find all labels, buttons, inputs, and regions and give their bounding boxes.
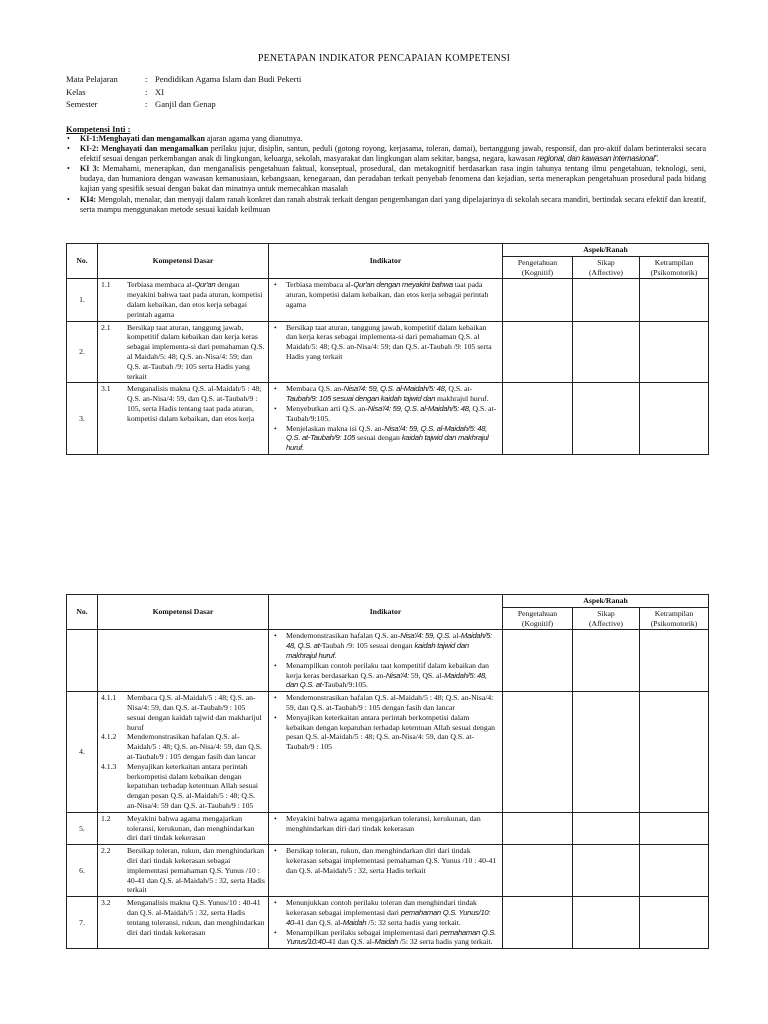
table-row	[67, 630, 709, 692]
text-run: Bersikap taat aturan, tanggung jawab, kompetitif dalam kebaikan dan kerja keras sebagai implementa-si dari pemahaman Q.S. al Maidah/5: 48; Q.S. an-Nisa/4: 59; dan Q.S. at-Taubah /9: 105 serta Hadis yang terkait	[286, 322, 492, 361]
kd-number: 4.1.3	[101, 761, 117, 771]
meta-sep: :	[145, 86, 148, 97]
transliteration-text: Nisa'/4: 59, Q.S. al-Maidah/5: 48,	[367, 403, 471, 413]
ketrampilan-cell	[640, 812, 709, 844]
kd-number: 1.2	[101, 813, 111, 823]
kd-item	[101, 898, 265, 937]
kd-text	[127, 814, 265, 843]
kd-text	[127, 762, 265, 811]
table-body	[67, 630, 709, 949]
ki-lead: KI-2: Menghayati dan mengamalkan	[80, 144, 209, 154]
table-row	[67, 279, 709, 321]
text-run: Menganalisis makna Q.S. Yunus/10 : 40-41 dan Q.S. al-Maidah/5 : 32, serta Hadis tentang toleransi, rukun, dan menghindarkan diri dari tindak kekerasan	[127, 898, 265, 937]
indikator-cell	[269, 897, 503, 949]
col-label: Pengetahuan	[517, 257, 558, 267]
row-number: 4.	[67, 692, 98, 813]
text-run: Menjelaskan makna isi Q.S. an-	[286, 423, 385, 433]
col-sublabel: (Psikomotorik)	[650, 267, 698, 277]
ki-item	[66, 195, 706, 215]
pengetahuan-cell	[503, 383, 573, 455]
col-label: Sikap	[597, 608, 615, 618]
text-run: Menyajikan keterkaitan antara perintah berkompetisi dalam kebaikan dengan kepatuhan terhadap ketentuan Allah sesuai dengan pesan Q.S. al-Maidah/5 : 48; Q.S. an-Nisa/4: 59, dan Q.S. at-Taubah/9 : 105	[286, 712, 495, 752]
text-run: al-	[450, 631, 461, 641]
row-number: 1.	[67, 279, 98, 321]
table-row	[67, 383, 709, 455]
ki-text: Memahami, menerapkan, dan menganalisis pengetahuan faktual, konseptual, prosedural, dan metakognitif berdasarkan rasa ingin tahunya tentang ilmu pengetahuan, teknologi, seni, budaya, dan humaniora dengan wawasan kemanusiaan, kebangsaan, kenegaraan, dan peradaban terkait penyebab fenomena dan kejadian, serta menerapkan pengetahuan prosedural pada bidang kajian yang spesifik sesuai dengan bakat dan minatnya untuk memecahkan masalah	[80, 164, 707, 194]
meta-key: Semester	[66, 99, 98, 109]
pengetahuan-cell	[503, 812, 573, 844]
row-number: 7.	[67, 897, 98, 949]
table-row	[67, 812, 709, 844]
text-run: Menunjukkan contoh perilaku toleran dan menghindari tindak kekerasan sebagai implementasi dari	[286, 898, 477, 917]
sikap-cell	[573, 321, 640, 383]
indicator-table-1	[66, 243, 709, 455]
pengetahuan-cell	[503, 279, 573, 321]
sikap-cell	[573, 692, 640, 813]
meta-row	[66, 98, 301, 111]
kd-item	[101, 693, 265, 732]
col-label: Ketrampilan	[654, 257, 694, 267]
ki-lead: KI4:	[80, 194, 96, 204]
table-body	[67, 279, 709, 455]
kd-item	[101, 384, 265, 423]
indikator-item	[272, 424, 499, 453]
indikator-item	[272, 928, 499, 948]
col-sikap	[573, 607, 640, 630]
indikator-cell	[269, 692, 503, 813]
text-run: Mendemonstrasikan hafalan Q.S. an-	[286, 631, 401, 641]
indikator-list	[272, 814, 499, 834]
kd-item	[101, 762, 265, 811]
transliteration-text: Qur'an	[194, 280, 216, 290]
table-row	[67, 897, 709, 949]
transliteration-text: Maidah/5: 48, Q.S. at-	[286, 631, 492, 651]
col-sublabel: (Kognitif)	[521, 267, 554, 277]
kd-item	[101, 846, 265, 895]
ki-item	[66, 144, 706, 164]
col-sublabel: (Affective)	[588, 267, 623, 277]
pengetahuan-cell	[503, 897, 573, 949]
transliteration-text: pemahaman Q.S. Yunus/10:40	[286, 927, 496, 947]
text-run: Taubah/9:105.	[323, 680, 368, 690]
indikator-cell	[269, 383, 503, 455]
kd-text	[127, 323, 265, 382]
indicator-table-2	[66, 594, 709, 949]
indikator-list	[272, 846, 499, 875]
text-run: -41 dan Q.S. al-	[325, 937, 375, 947]
meta-row	[66, 86, 301, 99]
col-ketrampilan	[640, 256, 709, 279]
transliteration-text: kaidah tajwid dan makhrajul huruf.	[286, 641, 469, 660]
sikap-cell	[573, 897, 640, 949]
indikator-list	[272, 631, 499, 690]
indikator-list	[272, 323, 499, 362]
ki-lead: KI 3:	[80, 164, 100, 174]
transliteration-text: Nisa'/4:	[385, 670, 409, 680]
col-kompetensi-dasar: Kompetensi Dasar	[98, 595, 269, 630]
meta-value: Ganjil dan Genap	[155, 99, 216, 109]
ki-text: perilaku jujur, disiplin, santun, peduli (gotong royong, kerjasama, toleran, damai), bertanggung jawab, responsif, dan pro-aktif dalam berinteraksi secara efektif sesuai dengan perkembangan anak di lingkungan, keluarga, sekolah, masyarakat dan lingkungan alam sekitar, bangsa, negara, kawasan	[80, 144, 706, 164]
text-run: Meyakini bahwa agama mengajarkan toleransi, kerukunan, dan menghindarkan diri dari tindak kekerasan	[286, 813, 481, 833]
text-run: Taubah /9: 105 sesuai dengan	[321, 641, 415, 651]
pengetahuan-cell	[503, 692, 573, 813]
transliteration-text: Maidah	[374, 937, 398, 947]
transliteration-text: Nisa'/4: 59, Q.S. al-Maidah/5: 48,	[343, 384, 447, 394]
kompetensi-dasar-cell	[98, 279, 269, 321]
row-number: 3.	[67, 383, 98, 455]
ketrampilan-cell	[640, 692, 709, 813]
sikap-cell	[573, 279, 640, 321]
kompetensi-dasar-cell	[98, 692, 269, 813]
kompetensi-dasar-cell	[98, 897, 269, 949]
ki-text-handwritten: regional, dan kawasan internasional".	[537, 154, 659, 164]
meta-value: XI	[155, 86, 165, 97]
kd-item	[101, 323, 265, 382]
transliteration-text: Nisa'/4: 59, Q.S.	[400, 631, 451, 641]
ketrampilan-cell	[640, 897, 709, 949]
indikator-cell	[269, 845, 503, 897]
transliteration-text: Maidah/5: 48, dan Q.S. at-	[286, 670, 487, 690]
text-run: 59, QS. al-	[408, 670, 445, 680]
text-run: Bersikap taat aturan, tanggung jawab, kompetitif dalam kebaikan dan kerja keras sebagai implementa-si dari pemahaman Q.S. al Maidah/5: 48; Q.S. an-Nisa/4: 59; dan Q.S. at-Taubah /9: 105 serta Hadis yang terkait	[127, 322, 265, 381]
table-row	[67, 845, 709, 897]
transliteration-text: pemahaman Q.S. Yunus/10: 40	[286, 907, 491, 927]
indikator-cell	[269, 630, 503, 692]
kd-text	[127, 693, 265, 732]
indikator-list	[272, 693, 499, 752]
text-run: sesuai dengan	[355, 433, 402, 443]
indikator-item	[272, 404, 499, 424]
row-number: 2.	[67, 321, 98, 383]
ki-item	[66, 164, 706, 194]
col-pengetahuan	[503, 256, 573, 279]
text-run: makhrajul huruf.	[435, 394, 489, 404]
row-number	[67, 630, 98, 692]
col-sublabel: (Affective)	[588, 618, 623, 628]
text-run: dengan meyakini bahwa taat pada aturan, kompetisi dalam kebaikan, dan etos kerja sebagai perintah agama	[127, 280, 263, 319]
kd-number: 3.2	[101, 898, 111, 908]
text-run: /5: 32 serta hadis yang terkait.	[397, 937, 493, 947]
sikap-cell	[573, 630, 640, 692]
indikator-item	[272, 280, 499, 309]
row-number: 5.	[67, 812, 98, 844]
meta-sep: :	[145, 74, 148, 84]
col-indikator: Indikator	[269, 244, 503, 279]
kd-number: 4.1.2	[101, 732, 117, 742]
indikator-item	[272, 898, 499, 927]
indikator-item	[272, 384, 499, 404]
row-number: 6.	[67, 845, 98, 897]
meta-key: Kelas	[66, 86, 86, 97]
text-run: /5: 32 serta hadis yang terkait.	[366, 917, 461, 927]
transliteration-text: Taubah/9: 105 sesuai dengan kaidah tajwid dan	[286, 394, 436, 404]
ketrampilan-cell	[640, 630, 709, 692]
ki-item	[66, 134, 706, 144]
text-run: Menganalisis makna Q.S. al-Maidah/5 : 48; Q.S. an-Nisa/4: 59, dan Q.S. at-Taubah/9 : 105, serta Hadis tentang taat pada aturan, kompetisi dalam kebaikan, dan etos kerja	[127, 384, 262, 423]
col-aspek-ranah: Aspek/Ranah	[503, 595, 709, 608]
text-run: Mendemonstrasikan hafalan Q.S. al-Maidah/5 : 48; Q.S. an-Nisa/4: 59, dan Q.S. at-Taubah/9 : 105 dengan fasih dan lancar	[286, 693, 494, 712]
kd-number: 3.1	[101, 384, 111, 394]
kompetensi-dasar-cell	[98, 630, 269, 692]
sikap-cell	[573, 383, 640, 455]
transliteration-text: Qur'an dengan meyakini bahwa	[353, 280, 453, 290]
ki-heading: Kompetensi Inti :	[66, 124, 131, 134]
meta-info	[66, 73, 301, 111]
ketrampilan-cell	[640, 845, 709, 897]
ketrampilan-cell	[640, 383, 709, 455]
indikator-item	[272, 814, 499, 834]
text-run: Membaca Q.S. al-Maidah/5 : 48; Q.S. an-Nisa/4: 59, dan Q.S. at-Taubah/9 : 105 sesuai dengan kaidah tajwid dan makharijul huruf	[127, 693, 262, 732]
text-run: -41 dan Q.S. al-	[293, 917, 343, 927]
text-run: Terbiasa membaca al-	[127, 280, 195, 290]
kd-text	[127, 384, 265, 423]
text-run: Mendemonstrasikan hafalan Q.S. al-Maidah/5 : 48; Q.S. an-Nisa/4: 59, dan Q.S. at-Taubah/9 : 105 dengan fasih dan lancar	[127, 732, 262, 761]
meta-row	[66, 73, 301, 86]
kompetensi-dasar-cell	[98, 383, 269, 455]
sikap-cell	[573, 845, 640, 897]
kd-text	[127, 732, 265, 761]
kd-number: 4.1.1	[101, 693, 117, 703]
text-run: Q.S. at-	[446, 384, 473, 394]
kd-item	[101, 732, 265, 761]
kd-text	[127, 898, 265, 937]
col-sublabel: (Kognitif)	[521, 618, 554, 628]
transliteration-text: Maidah	[342, 917, 367, 927]
kd-item	[101, 814, 265, 843]
pengetahuan-cell	[503, 630, 573, 692]
indikator-cell	[269, 812, 503, 844]
indikator-cell	[269, 321, 503, 383]
indikator-list	[272, 280, 499, 309]
meta-value: Pendidikan Agama Islam dan Budi Pekerti	[155, 74, 302, 84]
indikator-item	[272, 713, 499, 752]
indikator-item	[272, 323, 499, 362]
col-indikator: Indikator	[269, 595, 503, 630]
indikator-item	[272, 693, 499, 713]
kd-item	[101, 280, 265, 319]
sikap-cell	[573, 812, 640, 844]
text-run: Q.S. at-Taubah/9:105.	[286, 403, 497, 423]
text-run: Menampilkan perilaku sebagai implementasi dari	[286, 927, 440, 937]
meta-sep: :	[145, 99, 148, 109]
kompetensi-dasar-cell	[98, 321, 269, 383]
indikator-item	[272, 631, 499, 660]
indikator-cell	[269, 279, 503, 321]
transliteration-text: kaidah tajwid dan makhrajul huruf.	[286, 433, 489, 453]
ki-text: Mengolah, menalar, dan menyaji dalam ranah konkret dan ranah abstrak terkait dengan pengembangan dari yang dipelajarinya di sekolah secara mandiri, bertindak secara efektif dan kreatif, serta mampu menggunakan metode sesuai kaidah keilmuan	[80, 194, 706, 214]
kd-text	[127, 280, 265, 319]
indikator-list	[272, 898, 499, 947]
text-run: Terbiasa membaca al-	[286, 280, 354, 290]
ki-text: ajaran agama yang dianutnya.	[204, 134, 303, 143]
col-sikap	[573, 256, 640, 279]
col-label: Pengetahuan	[517, 608, 558, 618]
kompetensi-dasar-cell	[98, 845, 269, 897]
col-sublabel: (Psikomotorik)	[650, 618, 698, 628]
pengetahuan-cell	[503, 845, 573, 897]
col-no: No.	[67, 244, 98, 279]
col-no: No.	[67, 595, 98, 630]
text-run: Meyakini bahwa agama mengajarkan toleransi, kerukunan, dan menghindarkan diri dari tindak kekerasan	[127, 813, 255, 843]
ki-list	[66, 134, 706, 215]
kd-number: 2.2	[101, 846, 111, 856]
col-kompetensi-dasar: Kompetensi Dasar	[98, 244, 269, 279]
table-row	[67, 692, 709, 813]
kd-number: 1.1	[101, 280, 111, 290]
col-ketrampilan	[640, 607, 709, 630]
kd-text	[127, 846, 265, 895]
kd-number: 2.1	[101, 322, 111, 332]
meta-key: Mata Pelajaran	[66, 74, 118, 84]
col-aspek-ranah: Aspek/Ranah	[503, 244, 709, 257]
ketrampilan-cell	[640, 279, 709, 321]
ki-lead: KI-1:Menghayati dan mengamalkan	[80, 134, 205, 143]
text-run: Bersikap toleran, rukun, dan menghindarkan diri dari tindak kekerasan sebagai implementasi pemahaman Q.S. Yunus /10 : 40-41 dan Q.S. al-Maidah/5 : 32, serta Hadis terkait	[286, 846, 497, 875]
text-run: Menyajikan keterkaitan antara perintah berkompetisi dalam kebaikan dengan kepatuhan terhadap ketentuan Allah sesuai dengan pesan Q.S. al-Maidah/5 : 48; Q.S. an-Nisa/4: 59 dan Q.S. at-Taubah/9 : 105	[127, 761, 259, 810]
text-run: Menyebutkan arti Q.S. an-	[286, 403, 368, 413]
col-label: Sikap	[597, 257, 615, 267]
col-pengetahuan	[503, 607, 573, 630]
pengetahuan-cell	[503, 321, 573, 383]
kompetensi-dasar-cell	[98, 812, 269, 844]
transliteration-text: Nisa'/4: 59, Q.S. al-Maidah/5: 48, Q.S. at-Taubah/9: 105	[286, 423, 488, 443]
text-run: taat pada aturan, kompetisi dalam kebaikan, dan etos kerja sebagai perintah agama	[286, 280, 489, 309]
text-run: Bersikap toleran, rukun, dan menghindarkan diri dari tindak kekerasan sebagai implementasi pemahaman Q.S. Yunus /10 : 40-41 dan Q.S. al-Maidah/5 : 32, serta Hadis terkait	[127, 846, 265, 895]
indikator-item	[272, 661, 499, 690]
indikator-item	[272, 846, 499, 875]
page-title: PENETAPAN INDIKATOR PENCAPAIAN KOMPETENSI	[257, 53, 511, 64]
indikator-list	[272, 384, 499, 453]
text-run: Membaca Q.S. an-	[286, 384, 344, 394]
col-label: Ketrampilan	[654, 608, 694, 618]
ketrampilan-cell	[640, 321, 709, 383]
table-row	[67, 321, 709, 383]
text-run: Menampilkan contoh perilaku taat kompetitif dalam kebaikan dan kerja keras berdasarkan Q.S. an-	[286, 660, 490, 680]
